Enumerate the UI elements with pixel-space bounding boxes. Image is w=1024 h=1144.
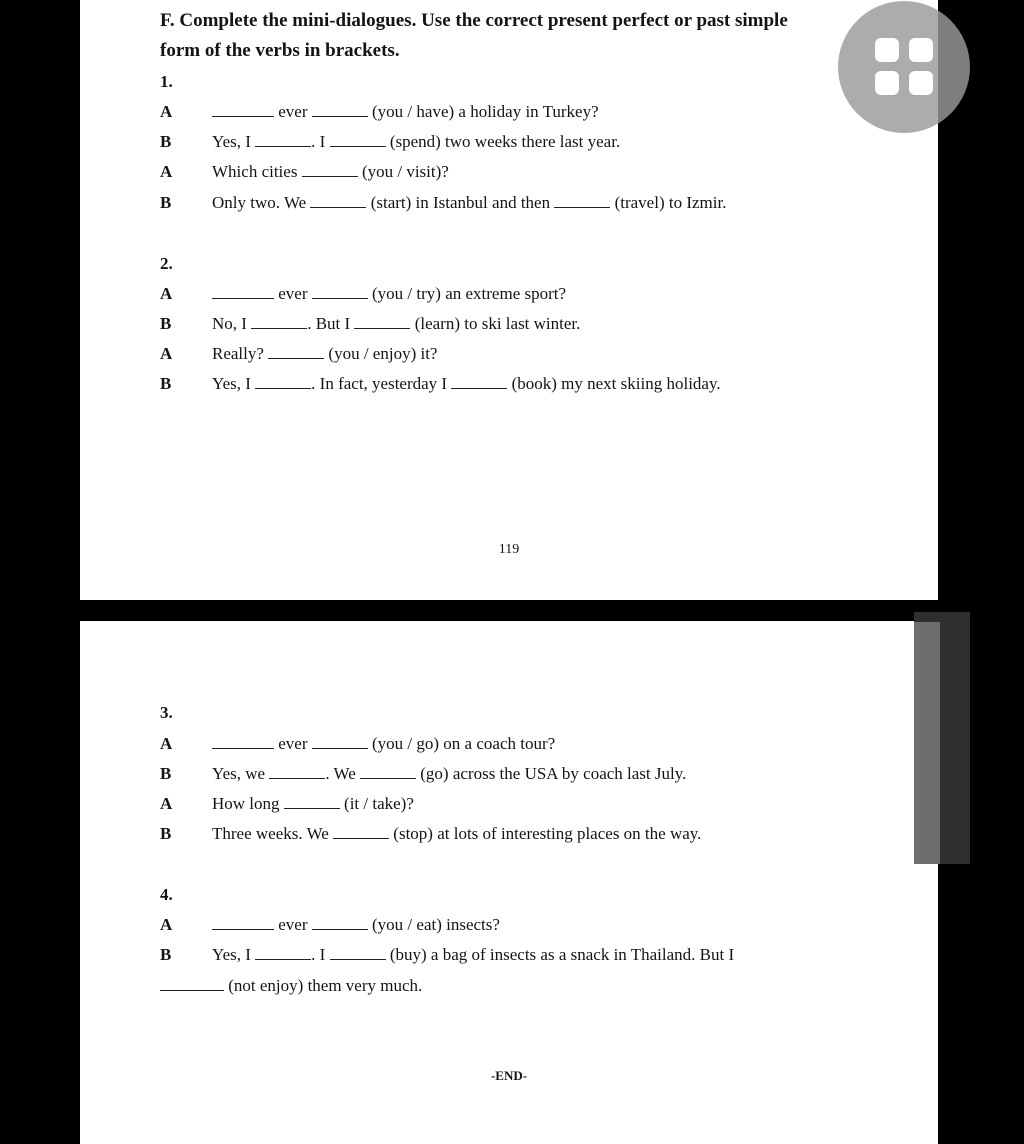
- answer-blank[interactable]: [212, 928, 274, 930]
- dialogue-2-line-1: A ever (you / try) an extreme sport?: [160, 284, 567, 303]
- answer-blank[interactable]: [312, 928, 368, 930]
- answer-blank[interactable]: [212, 115, 274, 117]
- dialogue-2-line-4: B Yes, I . In fact, yesterday I (book) my next skiing holiday.: [160, 374, 721, 393]
- answer-blank[interactable]: [310, 206, 366, 208]
- exercise-heading: F. Complete the mini-dialogues. Use the correct present perfect or past simple form of the verbs in brackets.: [160, 10, 788, 61]
- dialogue-3-line-3: A How long (it / take)?: [160, 794, 414, 813]
- answer-blank[interactable]: [354, 327, 410, 329]
- answer-blank[interactable]: [360, 777, 416, 779]
- document-page-119: [80, 0, 938, 600]
- answer-blank[interactable]: [255, 958, 311, 960]
- dialogue-1-line-4: B Only two. We (start) in Istanbul and then (travel) to Izmir.: [160, 193, 727, 212]
- answer-blank[interactable]: [212, 747, 274, 749]
- answer-blank[interactable]: [268, 357, 324, 359]
- answer-blank[interactable]: [251, 327, 307, 329]
- dialogue-4-line-3: (not enjoy) them very much.: [160, 976, 918, 1002]
- answer-blank[interactable]: [330, 145, 386, 147]
- answer-blank[interactable]: [284, 807, 340, 809]
- dialogue-4-line-2: B Yes, I . I (buy) a bag of insects as a snack in Thailand. But I: [160, 945, 735, 964]
- answer-blank[interactable]: [212, 297, 274, 299]
- grid-menu-button[interactable]: [838, 1, 970, 133]
- dialogue-3-number: 3.: [160, 703, 173, 722]
- dialogue-3-line-1: A ever (you / go) on a coach tour?: [160, 734, 556, 753]
- answer-blank[interactable]: [160, 989, 224, 991]
- dialogue-1-line-1: A ever (you / have) a holiday in Turkey?: [160, 102, 599, 121]
- dialogue-2-line-3: A Really? (you / enjoy) it?: [160, 344, 438, 363]
- dialogue-4-number: 4.: [160, 885, 173, 904]
- grid-menu-icon: [875, 38, 899, 62]
- answer-blank[interactable]: [255, 387, 311, 389]
- dialogue-4-line-1: A ever (you / eat) insects?: [160, 915, 500, 934]
- dialogue-3-line-4: B Three weeks. We (stop) at lots of interesting places on the way.: [160, 824, 702, 843]
- answer-blank[interactable]: [333, 837, 389, 839]
- answer-blank[interactable]: [269, 777, 325, 779]
- end-mark: -END-: [490, 1068, 528, 1083]
- answer-blank[interactable]: [302, 175, 358, 177]
- page-number: 119: [498, 542, 520, 557]
- answer-blank[interactable]: [451, 387, 507, 389]
- dialogue-1-line-2: B Yes, I . I (spend) two weeks there last year.: [160, 132, 621, 151]
- dialogue-2-number: 2.: [160, 254, 173, 273]
- answer-blank[interactable]: [312, 297, 368, 299]
- answer-blank[interactable]: [330, 958, 386, 960]
- answer-blank[interactable]: [312, 115, 368, 117]
- dialogue-1-number: 1.: [160, 72, 173, 91]
- answer-blank[interactable]: [554, 206, 610, 208]
- dialogue-2-line-2: B No, I . But I (learn) to ski last winter.: [160, 314, 581, 333]
- document-page-120: [80, 621, 938, 1144]
- dialogue-1-line-3: A Which cities (you / visit)?: [160, 162, 449, 181]
- answer-blank[interactable]: [255, 145, 311, 147]
- scrollbar-thumb[interactable]: [914, 622, 940, 864]
- answer-blank[interactable]: [312, 747, 368, 749]
- dialogue-3-line-2: B Yes, we . We (go) across the USA by coach last July.: [160, 764, 687, 783]
